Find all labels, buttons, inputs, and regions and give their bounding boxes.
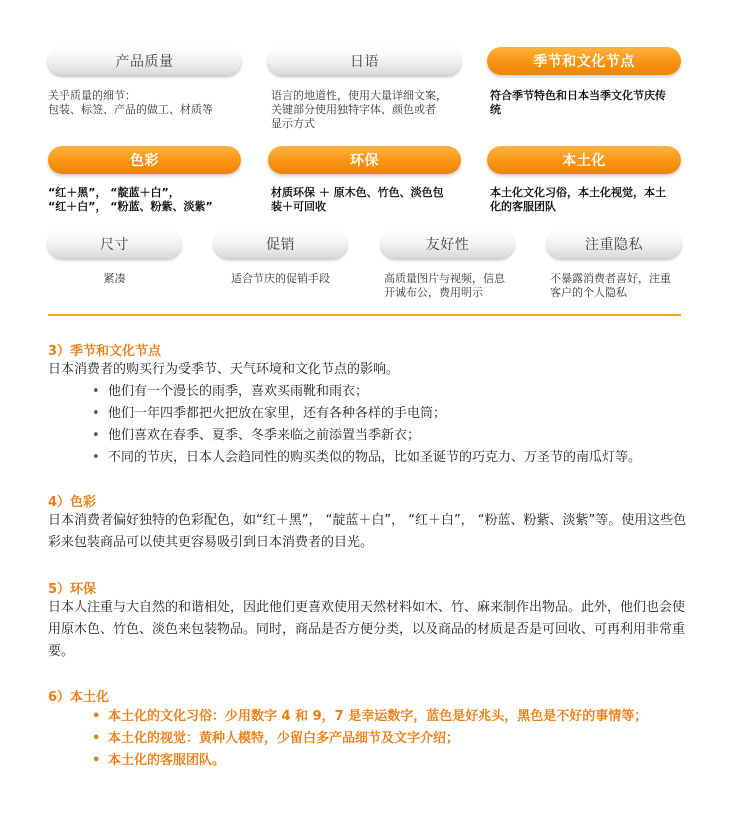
section-4-title: 4）色彩: [48, 495, 97, 510]
section-5-title: 5）环保: [48, 582, 97, 597]
list-item: • 不同的节庆，日本人会趋同性的购买类似的物品，比如圣诞节的巧克力、万圣节的南瓜灯等。: [92, 447, 702, 469]
section-6-bullets: [92, 706, 702, 772]
list-item: • 本土化的文化习俗：少用数字 4 和 9，7 是幸运数字，蓝色是好兆头，黑色是不好的事情等；: [92, 706, 702, 728]
list-item: • 他们一年四季都把火把放在家里，还有各种各样的手电筒；: [92, 403, 702, 425]
desc-seasonal-culture: 符合季节特色和日本当季文化节庆传 统: [490, 89, 666, 116]
list-item: • 本土化的视觉：黄种人模特，少留白多产品细节及文字介绍；: [92, 728, 702, 750]
list-item: • 他们有一个漫长的雨季，喜欢买雨靴和雨衣；: [92, 381, 702, 403]
desc-privacy: 不暴露消费者喜好，注重 客户的个人隐私: [550, 272, 671, 299]
pill-color: 色彩: [48, 146, 241, 174]
list-item: • 本土化的客服团队。: [92, 750, 702, 772]
pill-promotion: 促销: [214, 230, 347, 258]
desc-eco: 材质环保 ＋ 原木色、竹色、淡色包 装＋可回收: [271, 186, 444, 213]
desc-color: “红＋黑”， “靛蓝＋白”， “红＋白”， “粉蓝、粉紫、淡紫”: [48, 186, 213, 213]
pill-seasonal-culture: 季节和文化节点: [487, 47, 681, 75]
pill-eco: 环保: [268, 146, 461, 174]
section-divider: [48, 314, 681, 316]
desc-friendliness: 高质量图片与视频，信息 开诚布公，费用明示: [384, 272, 505, 299]
desc-promotion: 适合节庆的促销手段: [231, 272, 330, 285]
desc-product-quality: 关乎质量的细节： 包装、标签、产品的做工、材质等: [48, 89, 213, 116]
desc-localization: 本土化文化习俗，本土化视觉，本土 化的客服团队: [490, 186, 666, 213]
section-3-bullets: [92, 381, 702, 469]
section-3-title: 3）季节和文化节点: [48, 344, 162, 359]
pill-product-quality: 产品质量: [48, 47, 241, 75]
section-6-title: 6）本土化: [48, 690, 110, 705]
list-item: • 他们喜欢在春季、夏季、冬季来临之前添置当季新衣；: [92, 425, 702, 447]
desc-japanese-language: 语言的地道性，使用大量详细文案， 关键部分使用独特字体、颜色或者 显示方式: [271, 89, 447, 130]
pill-size: 尺寸: [48, 230, 181, 258]
desc-size: 紧凑: [103, 272, 126, 285]
section-4-text: 日本消费者偏好独特的色彩配色，如“红＋黑”， “靛蓝＋白”， “红＋白”， “粉蓝、粉紫、淡紫”等。使用这些色彩来包装商品可以使其更容易吸引到日本消费者的目光。: [48, 513, 687, 550]
pill-privacy: 注重隐私: [547, 230, 681, 258]
pill-friendliness: 友好性: [381, 230, 514, 258]
pill-localization: 本土化: [487, 146, 681, 174]
section-3-intro: 日本消费者的购买行为受季节、天气环境和文化节点的影响。: [48, 362, 400, 377]
section-5-text: 日本人注重与大自然的和谐相处，因此他们更喜欢使用天然材料如木、竹、麻来制作出物品。此外，他们也会使用原木色、竹色、淡色来包装物品。同时，商品是否方便分类，以及商品的材质是否是可回收、可再利用非常重要。: [48, 600, 686, 659]
pill-japanese-language: 日语: [268, 47, 461, 75]
